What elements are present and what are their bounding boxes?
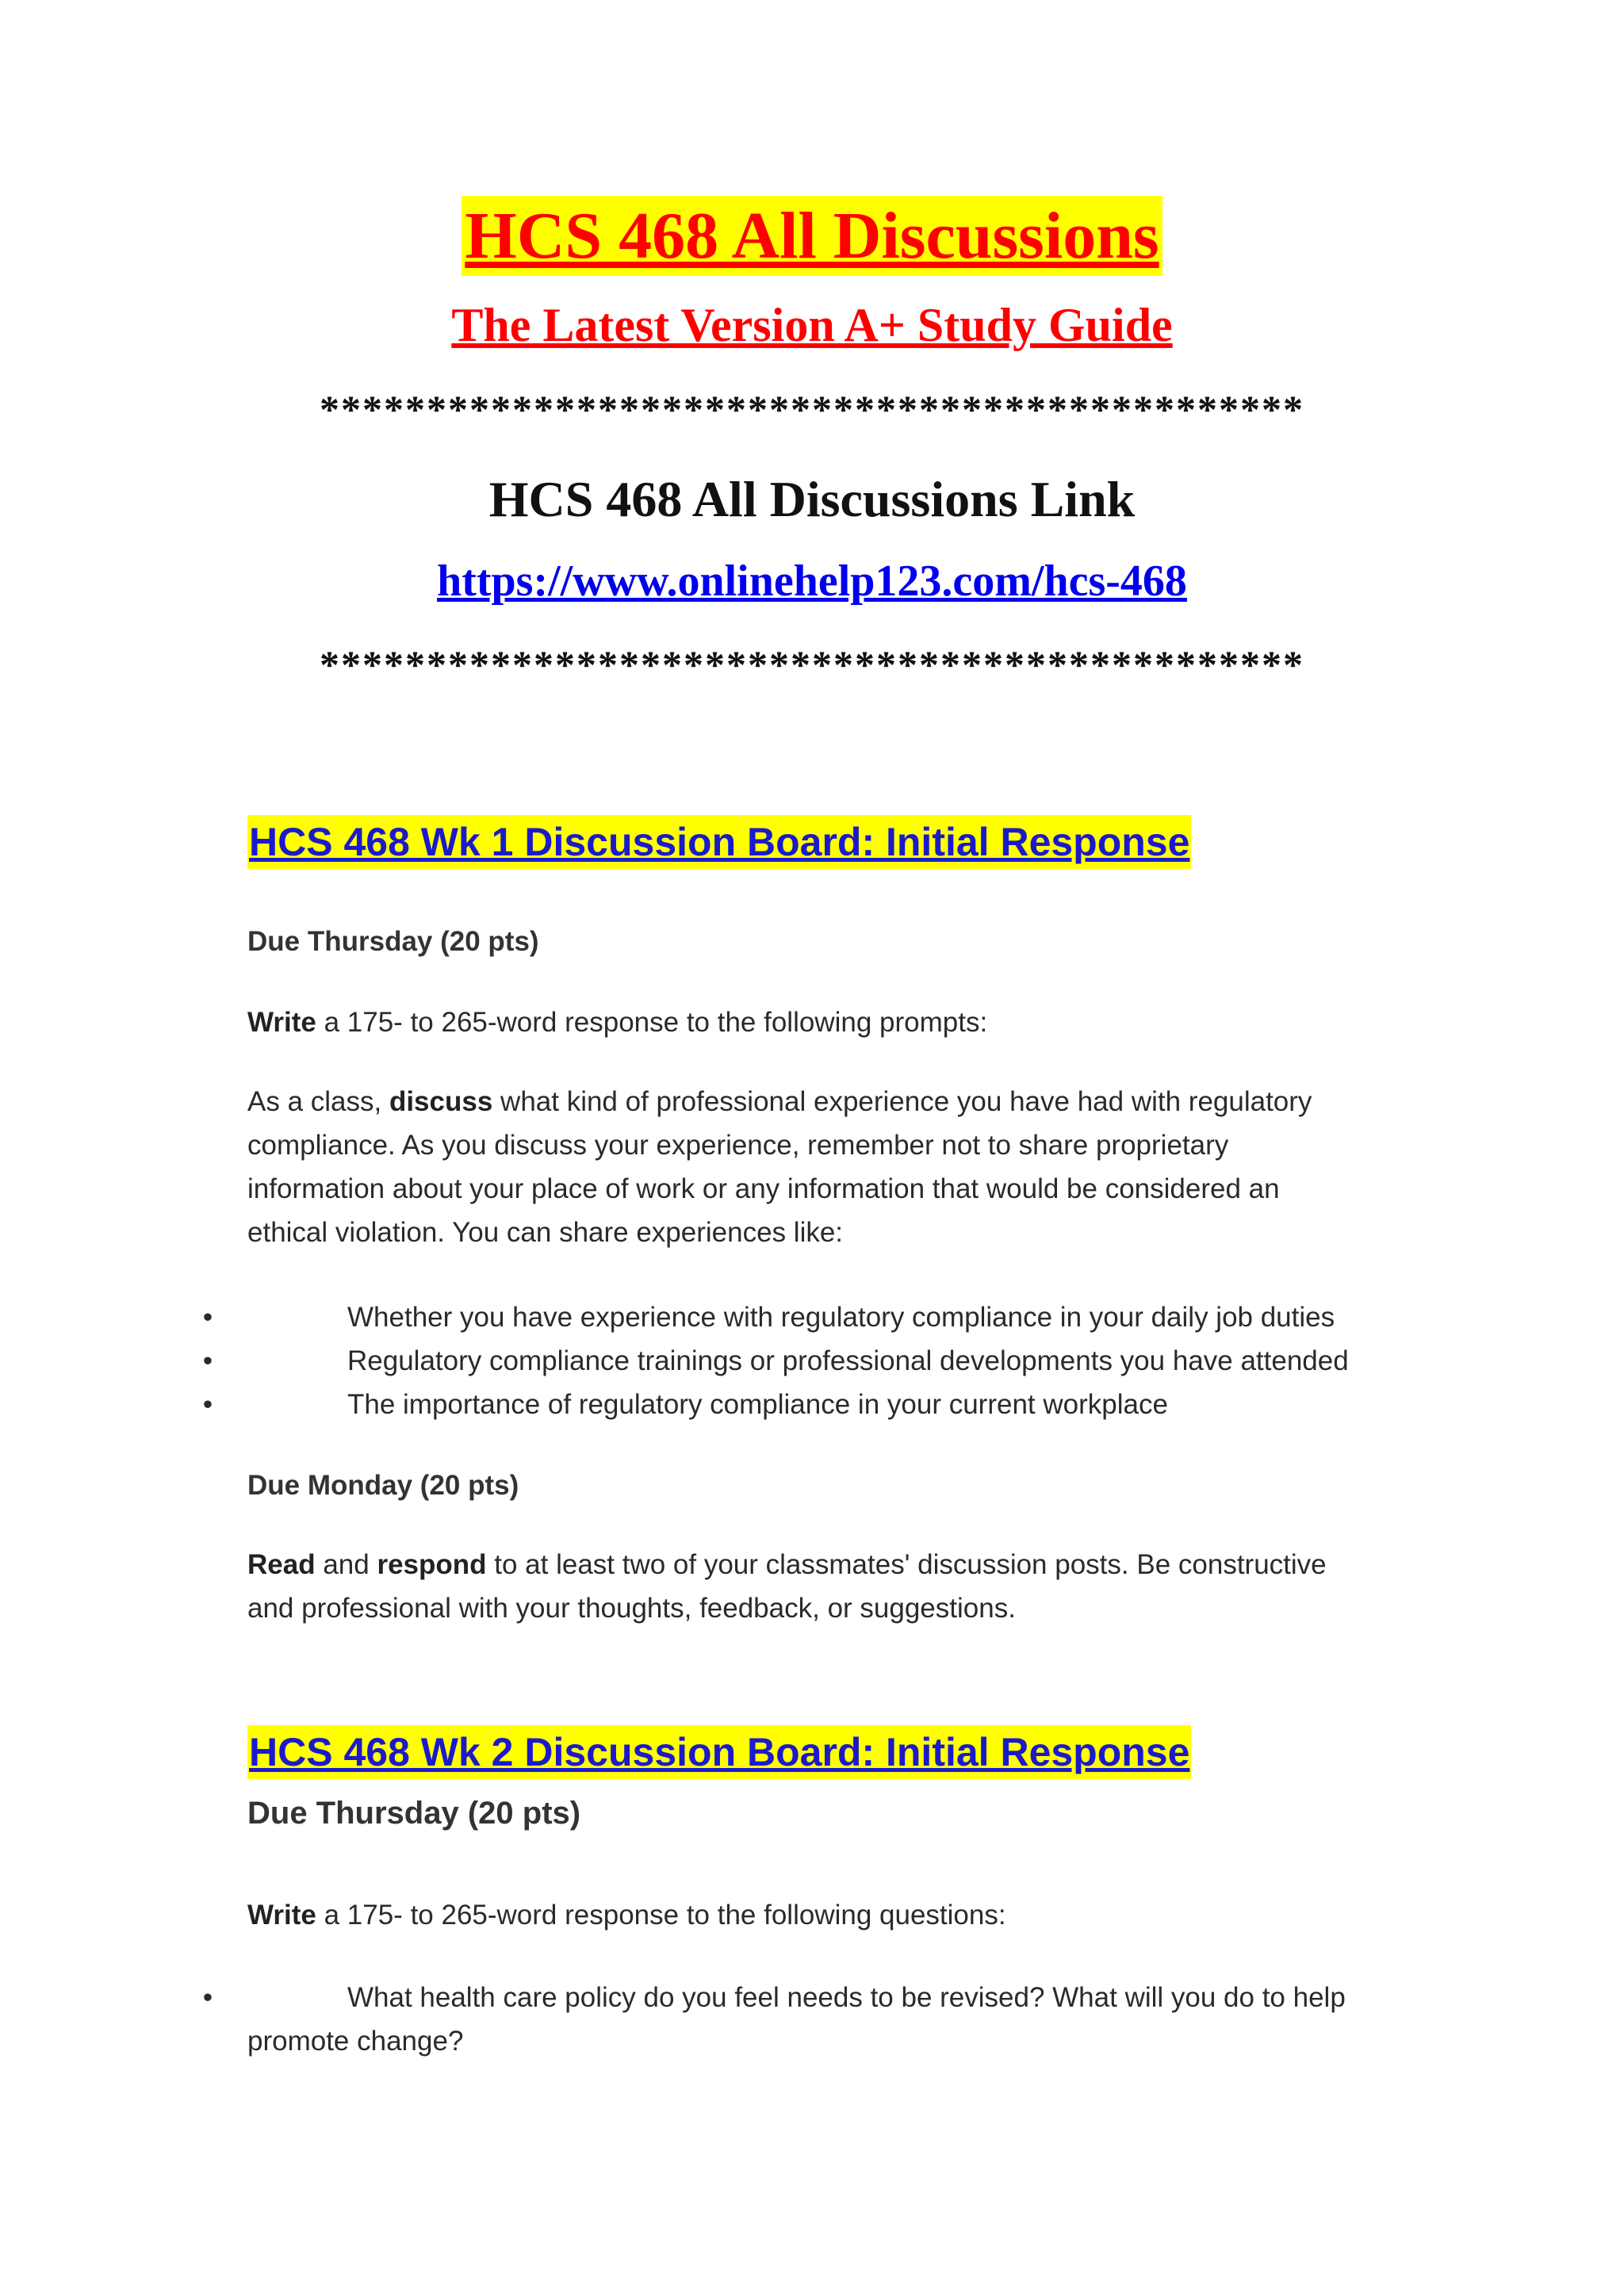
week1-prompt-line4: ethical violation. You can share experiences like: <box>247 1217 844 1248</box>
document-subtitle: The Latest Version A+ Study Guide <box>451 299 1173 351</box>
week1-due-monday: Due Monday (20 pts) <box>247 1470 519 1501</box>
week1-prompt-line2: compliance. As you discuss your experience, remember not to share proprietary <box>247 1130 1229 1161</box>
week1-respond-line1: Read and respond to at least two of your classmates' discussion posts. Be constructive <box>247 1549 1327 1580</box>
week1-respond-paragraph <box>247 1543 1405 1630</box>
document-page: HCS 468 All Discussions The Latest Version A+ Study Guide ********************************************** HCS 468 All Discussions Link https://www.onlinehelp123.com/hcs-468 ********************************************** HCS 468 Wk 1 Discussion Board: Initial Response Due Thursday (20 pts) Write a 175- to 265-word response to the following prompts: As a class, discuss what kind of professional experience you have had with regulatory compliance. As you discuss your experience, remember not to share proprietary information about your place of work or any information that would be considered an ethical violation. You can share experiences like: • Whether you have experience with regulatory compliance in your daily job duties • Regulatory compliance trainings or professional developments you have attended • The importance of regulatory compliance in your current workplace Due Monday (20 pts) Read and respond to at least two of your classmates' discussion posts. Be constructive and professional with your thoughts, feedback, or suggestions. HCS 468 Wk 2 Discussion Board: Initial Response Due Thursday (20 pts) Write a 175- to 265-word response to the following questions: • What health care policy do you feel needs to be revised? What will you do to help promote change? <box>0 0 1624 2296</box>
separator-bottom: ********************************************** <box>320 642 1304 687</box>
separator-top: ********************************************** <box>320 387 1304 431</box>
bullet-icon: • <box>202 1389 213 1420</box>
week1-write-instruction: Write a 175- to 265-word response to the following prompts: <box>247 1007 988 1038</box>
week1-heading[interactable]: HCS 468 Wk 1 Discussion Board: Initial Response <box>247 812 1191 872</box>
bullet-icon: • <box>202 1345 213 1376</box>
bullet-icon: • <box>202 1302 213 1333</box>
document-title: HCS 468 All Discussions <box>0 197 1624 276</box>
week2-write-instruction: Write a 175- to 265-word response to the following questions: <box>247 1900 1006 1931</box>
bullet-icon: • <box>202 1982 213 2013</box>
week2-heading[interactable]: HCS 468 Wk 2 Discussion Board: Initial Response <box>247 1722 1191 1782</box>
week1-prompt-line1: As a class, discuss what kind of professional experience you have had with regulatory <box>247 1086 1312 1117</box>
course-link[interactable]: https://www.onlinehelp123.com/hcs-468 <box>437 557 1187 606</box>
list-item: • What health care policy do you feel needs to be revised? What will you do to help promote change? <box>200 1976 1405 2063</box>
week1-due-thursday: Due Thursday (20 pts) <box>247 926 539 957</box>
week1-prompt-line3: information about your place of work or any information that would be considered an <box>247 1173 1280 1204</box>
week1-respond-line2: and professional with your thoughts, feedback, or suggestions. <box>247 1593 1016 1624</box>
week2-due-thursday: Due Thursday (20 pts) <box>247 1796 581 1831</box>
link-title: HCS 468 All Discussions Link <box>488 471 1136 527</box>
week1-prompt-paragraph <box>247 1080 1405 1254</box>
